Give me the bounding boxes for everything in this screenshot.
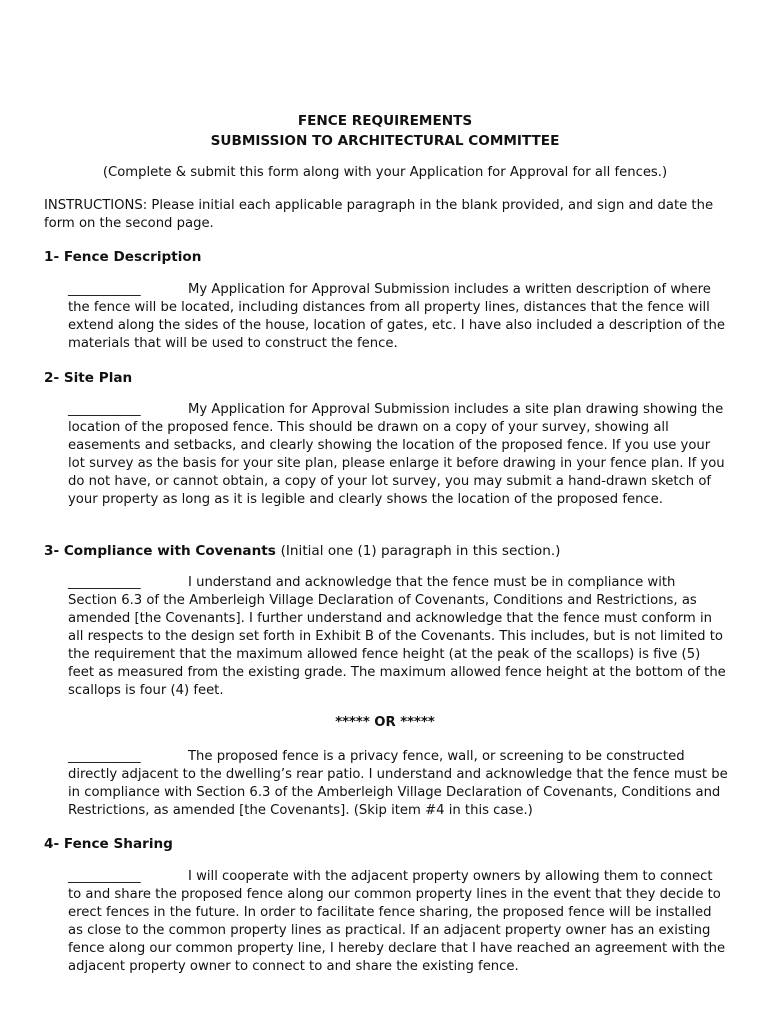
section-heading-fence-description: 1- Fence Description xyxy=(44,249,202,265)
document-title: FENCE REQUIREMENTS xyxy=(297,113,473,129)
instructions-text: INSTRUCTIONS: Please initial each applicable paragraph in the blank provided, and sign and date the form on the second page. xyxy=(44,198,714,231)
or-separator: ***** OR ***** xyxy=(335,715,435,730)
initial-blank[interactable]: ___________ xyxy=(68,282,141,297)
section-heading-fence-sharing: 4- Fence Sharing xyxy=(44,836,173,852)
section-paragraph-compliance-a xyxy=(68,574,728,700)
heading-note: (Initial one (1) paragraph in this section.) xyxy=(280,543,561,559)
form-note: (Complete & submit this form along with your Application for Approval for all fences.) xyxy=(102,165,668,180)
initial-blank[interactable]: ___________ xyxy=(68,869,141,884)
paragraph-text: My Application for Approval Submission includes a written description of where the fence will be located, including distances from all property lines, distances that the fence will extend along the sides of the house, location of gates, etc. I have also included a description of the materials that will be used to construct the fence. xyxy=(68,282,725,351)
section-paragraph-fence-sharing xyxy=(68,868,728,976)
paragraph-text: The proposed fence is a privacy fence, wall, or screening to be constructed directly adjacent to the dwelling’s rear patio. I understand and acknowledge that the fence must be in compliance with Section 6.3 of the Amberleigh Village Declaration of Covenants, Conditions and Restrictions, as amended [the Covenants]. (Skip item #4 in this case.) xyxy=(68,749,728,818)
initial-blank[interactable]: ___________ xyxy=(68,575,141,590)
section-heading-site-plan: 2- Site Plan xyxy=(44,370,133,386)
section-paragraph-fence-description xyxy=(68,281,728,353)
document-subtitle-heading: SUBMISSION TO ARCHITECTURAL COMMITTEE xyxy=(210,133,560,149)
section-heading-compliance xyxy=(44,542,560,560)
section-paragraph-site-plan xyxy=(68,401,728,509)
heading-text: 3- Compliance with Covenants xyxy=(44,543,276,559)
paragraph-text: My Application for Approval Submission includes a site plan drawing showing the location of the proposed fence. This should be drawn on a copy of your survey, showing all easements and setbacks, and clearly showing the location of the proposed fence. If you use your lot survey as the basis for your site plan, please enlarge it before drawing in your fence plan. If you do not have, or cannot obtain, a copy of your lot survey, you may submit a hand-drawn sketch of your property as long as it is legible and clearly shows the location of the proposed fence. xyxy=(68,402,725,507)
paragraph-text: I understand and acknowledge that the fence must be in compliance with Section 6.3 of the Amberleigh Village Declaration of Covenants, Conditions and Restrictions, as amended [the Covenants]. I further understand and acknowledge that the fence must conform in all respects to the design set forth in Exhibit B of the Covenants. This includes, but is not limited to the requirement that the maximum allowed fence height (at the peak of the scallops) is five (5) feet as measured from the existing grade. The maximum allowed fence height at the bottom of the scallops is four (4) feet. xyxy=(68,575,726,698)
section-paragraph-compliance-b xyxy=(68,748,728,820)
initial-blank[interactable]: ___________ xyxy=(68,402,141,417)
paragraph-text: I will cooperate with the adjacent property owners by allowing them to connect to and share the proposed fence along our common property lines in the event that they decide to erect fences in the future. In order to facilitate fence sharing, the proposed fence will be installed as close to the common property lines as practical. If an adjacent property owner has an existing fence along our common property line, I hereby declare that I have reached an agreement with the adjacent property owner to connect to and share the existing fence. xyxy=(68,869,726,974)
initial-blank[interactable]: ___________ xyxy=(68,749,141,764)
